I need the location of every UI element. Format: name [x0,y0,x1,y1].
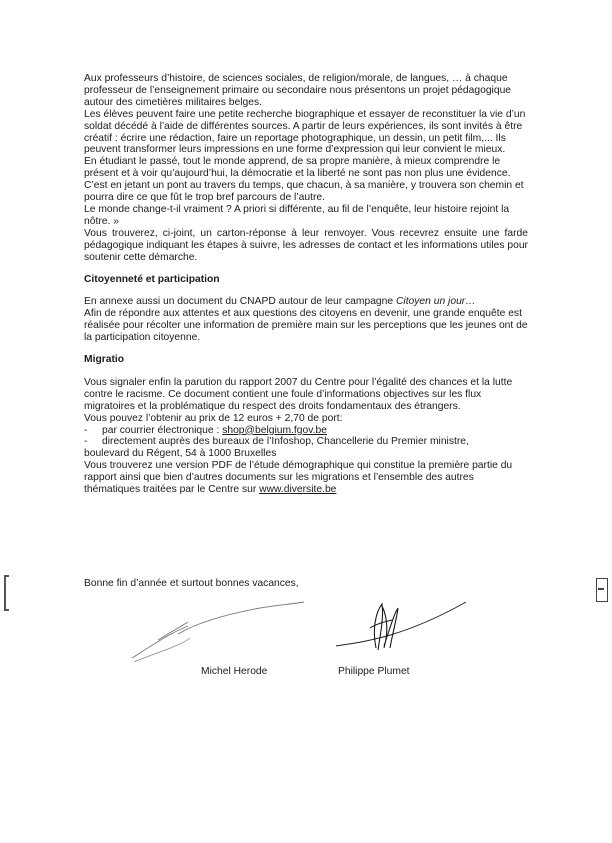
intro-paragraph-2: Les élèves peuvent faire une petite recherche biographique et essayer de reconstituer la vie d’un soldat décédé à l’aide de différentes sources. A partir de leurs expériences, ils sont invités à être créatif : écrire une rédaction, faire un reportage photographique, un dessin, un petit film,... Ils peuvent transformer leurs impressions en une forme d’expression qui leur convient le mieux. [84,108,526,156]
section-heading-citoyennete: Citoyenneté et participation [84,273,220,285]
intro-paragraph-5: Le monde change-t-il vraiment ? A priori si différente, au fil de l’enquête, leur histoire rejoint la nôtre. » [84,203,510,227]
migratio-paragraph-3-text: Vous trouverez une version PDF de l’étude démographique qui constitue la première partie du rapport ainsi que bien d’autres documents sur les migrations et l’ensemble des autres thématiques traitées par le Centre sur [84,460,513,496]
citoyennete-paragraph-2: Afin de répondre aux attentes et aux questions des citoyens en devenir, une grande enquête est réalisée pour récolter une information de première main sur les perceptions que les jeunes ont de la participation citoyenne. [84,308,528,344]
email-link[interactable]: shop@belgium.fgov.be [222,424,327,436]
bullet-dash: - [84,436,88,448]
intro-paragraph-1: Aux professeurs d’histoire, de sciences sociales, de religion/morale, de langues, … à chaque professeur de l’enseignement primaire ou secondaire nous présentons un projet pédagogique autour des cimetières militaires belges. [84,73,512,108]
bullet-email [84,425,528,437]
website-link[interactable]: www.diversite.be [259,484,337,496]
migratio-paragraph-2: Vous pouvez l’obtenir au prix de 12 euros + 2,70 de port: [84,412,343,424]
migratio-paragraph-3 [84,460,528,496]
signature-right [332,598,472,660]
bullet-dash: - [84,424,88,436]
letter-body [84,73,528,496]
signatory-right-name: Philippe Plumet [338,666,410,677]
intro-paragraph-4: C’est en jetant un pont au travers du temps, que chacun, à sa manière, y trouvera son chemin et pourra dire ce que fût le trop bref parcours de l’autre. [84,180,524,204]
citoyennete-paragraph-1 [84,296,528,308]
campaign-title: Citoyen un jour… [395,296,476,308]
bullet-email-text: par courrier électronique : [102,424,223,436]
citoyennete-text: En annexe aussi un document du CNAPD autour de leur campagne [84,296,396,308]
intro-paragraph-6: Vous trouverez, ci-joint, un carton-réponse à leur renvoyer. Vous recevrez ensuite une farde pédagogique indiquant les étapes à suivre, les adresses de contact et les informations utiles pour soutenir cette démarche. [84,227,528,263]
left-margin-bracket [4,575,9,611]
bullet-infoshop [84,436,528,448]
signatory-left-name: Michel Herode [201,666,268,677]
right-margin-bracket [596,578,608,602]
intro-paragraph-3: En étudiant le passé, tout le monde apprend, de sa propre manière, à mieux comprendre le présent et à voir qu’aujourd’hui, la démocratie et la liberté ne sont pas non plus une évidence. [84,156,511,180]
address-line: boulevard du Régent, 54 à 1000 Bruxelles [84,448,277,460]
signature-left [128,600,308,666]
bullet-infoshop-text: directement auprès des bureaux de l’Infoshop, Chancellerie du Premier ministre, [102,436,469,448]
closing-line: Bonne fin d’année et surtout bonnes vacances, [84,578,299,589]
section-heading-migratio: Migratio [84,354,125,366]
migratio-paragraph-1: Vous signaler enfin la parution du rapport 2007 du Centre pour l’égalité des chances et la lutte contre le racisme. Ce document contient une foule d’informations objectives sur les flux migratoires et la problématique du respect des droits fondamentaux des étrangers. [84,376,513,412]
